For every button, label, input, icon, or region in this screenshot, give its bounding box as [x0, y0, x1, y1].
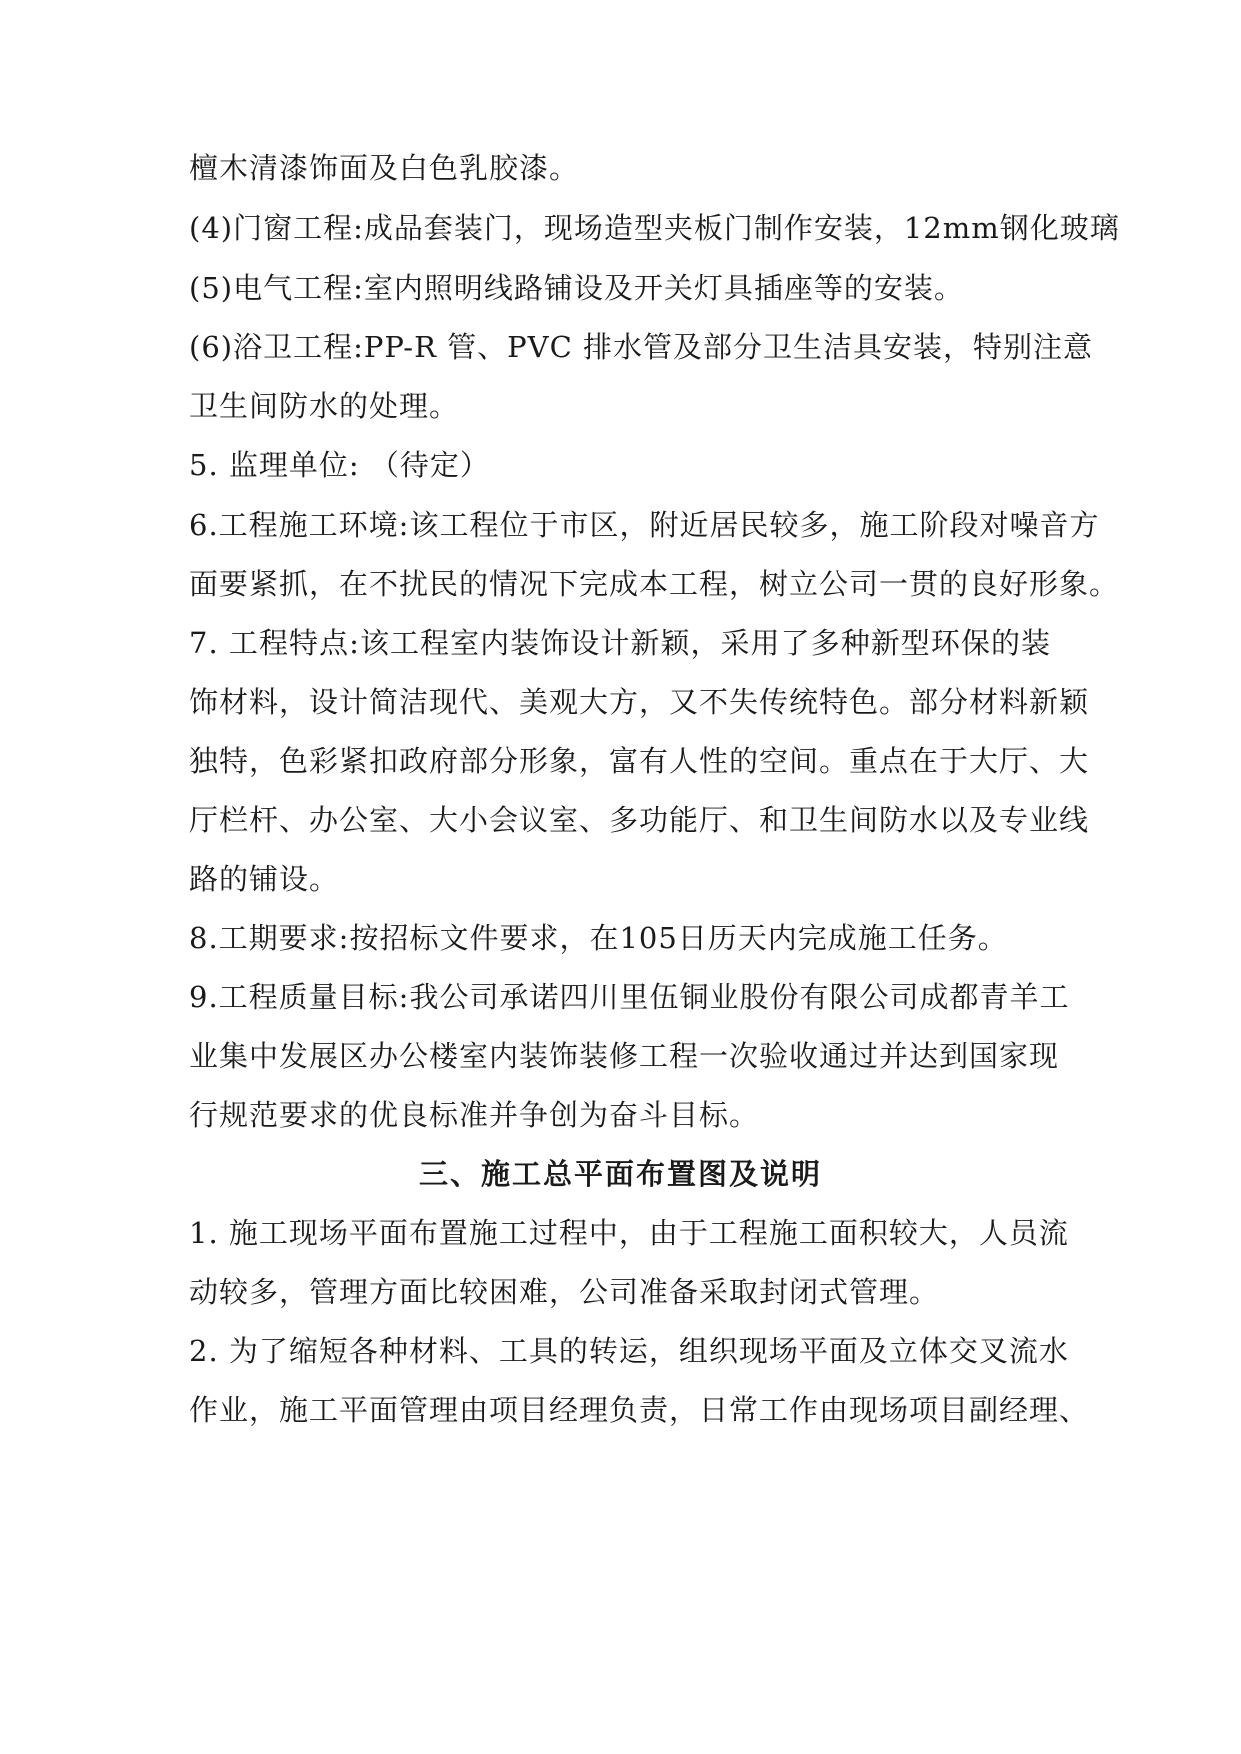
text-line: 厅栏杆、办公室、大小会议室、多功能厅、和卫生间防水以及专业线 — [189, 803, 1090, 837]
text-line: 9.工程质量目标:我公司承诺四川里伍铜业股份有限公司成都青羊工 — [189, 980, 1070, 1014]
text-line: 7. 工程特点:该工程室内装饰设计新颖，采用了多种新型环保的装 — [189, 626, 1051, 660]
text-line: 动较多，管理方面比较困难，公司准备采取封闭式管理。 — [189, 1275, 940, 1309]
text-line: 檀木清漆饰面及白色乳胶漆。 — [189, 151, 580, 185]
text-line: 业集中发展区办公楼室内装饰装修工程一次验收通过并达到国家现 — [189, 1039, 1060, 1073]
text-line: 卫生间防水的处理。 — [189, 389, 460, 423]
text-line: (4)门窗工程:成品套装门，现场造型夹板门制作安装，12mm钢化玻璃 — [189, 211, 1120, 245]
text-line: 路的铺设。 — [189, 862, 340, 896]
text-line: 2. 为了缩短各种材料、工具的转运，组织现场平面及立体交叉流水 — [189, 1334, 1069, 1368]
text-line: 6.工程施工环境:该工程位于市区，附近居民较多，施工阶段对噪音方 — [189, 508, 1100, 542]
text-line: 独特，色彩紧扣政府部分形象，富有人性的空间。重点在于大厅、大 — [189, 744, 1090, 778]
text-line: 5. 监理单位: （待定） — [189, 448, 490, 482]
section-heading: 三、施工总平面布置图及说明 — [418, 1157, 822, 1191]
text-line: 8.工期要求:按招标文件要求，在105日历天内完成施工任务。 — [189, 921, 1008, 955]
text-line: 饰材料，设计简洁现代、美观大方，又不失传统特色。部分材料新颖 — [189, 685, 1090, 719]
text-line: (5)电气工程:室内照明线路铺设及开关灯具插座等的安装。 — [189, 271, 964, 305]
text-line: 作业，施工平面管理由项目经理负责，日常工作由现场项目副经理、 — [189, 1393, 1090, 1427]
text-line: (6)浴卫工程:PP-R 管、PVC 排水管及部分卫生洁具安装，特别注意 — [189, 330, 1094, 364]
text-line: 行规范要求的优良标准并争创为奋斗目标。 — [189, 1098, 760, 1132]
text-line: 面要紧抓，在不扰民的情况下完成本工程，树立公司一贯的良好形象。 — [189, 567, 1120, 601]
text-line: 1. 施工现场平面布置施工过程中，由于工程施工面积较大，人员流 — [189, 1216, 1069, 1250]
